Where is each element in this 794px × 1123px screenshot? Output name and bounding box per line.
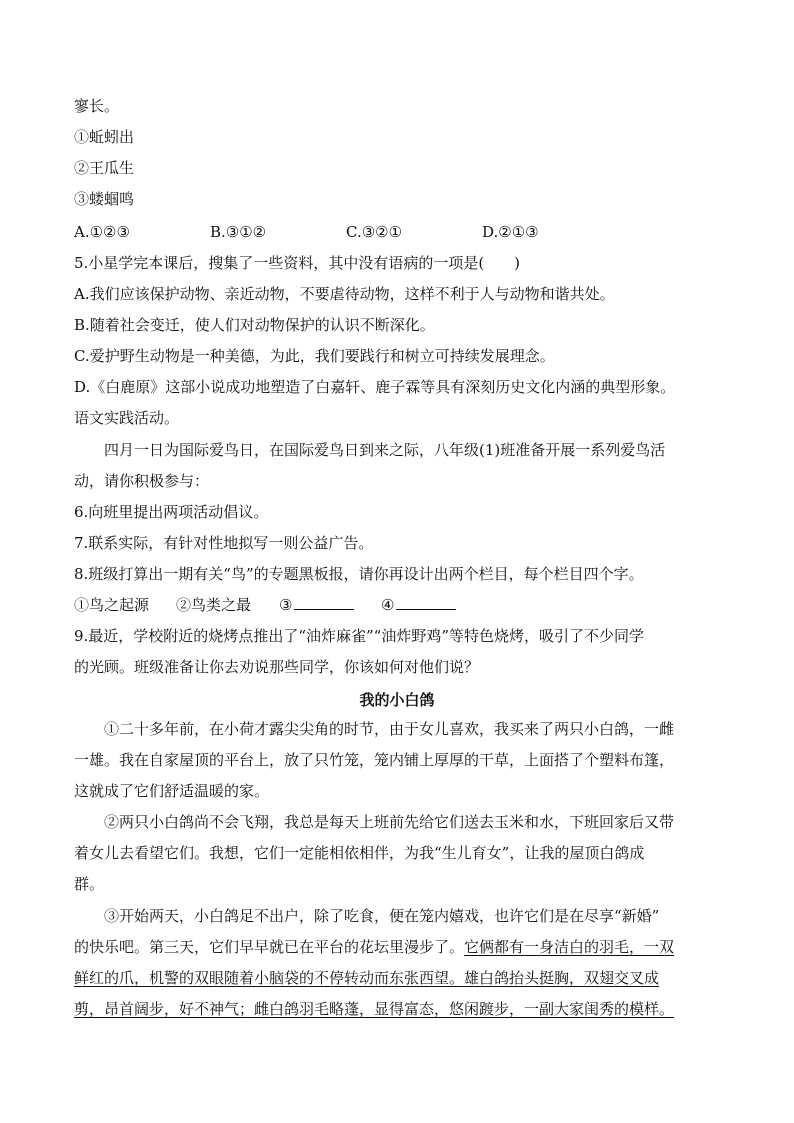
option-d: D.②①③	[482, 223, 539, 241]
intro-line: 动，请你积极参与：	[74, 472, 210, 490]
question-9: 的光顾。班级准备让你去劝说那些同学，你该如何对他们说？	[74, 658, 480, 676]
question-5-option-a: A.我们应该保护动物、亲近动物，不要虐待动物，这样不利于人与动物和谐共处。	[74, 285, 615, 303]
option-a: A.①②③	[74, 223, 130, 241]
intro-line: 四月一日为国际爱鸟日，在国际爱鸟日到来之际，八年级(1)班准备开展一系列爱鸟活	[104, 441, 666, 459]
answer-options	[74, 222, 539, 242]
section-heading: 语文实践活动。	[74, 409, 180, 427]
underlined-text: 鲜红的爪，机警的双眼随着小脑袋的不停转动而东张西望。雄白鸽抬头挺胸，双翅交叉成	[74, 969, 660, 987]
underlined-text: 剪，昂首阔步，好不神气；雌白鸽羽毛略蓬，显得富态，悠闲踱步，一副大家闺秀的模样。	[74, 1000, 675, 1018]
paragraph-line: ①二十多年前，在小荷才露尖尖角的时节，由于女儿喜欢，我买来了两只小白鸽，一雌	[104, 720, 675, 738]
story-title: 我的小白鸽	[359, 691, 435, 709]
column-options	[74, 595, 456, 615]
paragraph-line: 这就成了它们舒适温暖的家。	[74, 782, 270, 800]
question-9: 9.最近，学校附近的烧烤点推出了“油炸麻雀”“油炸野鸡”等特色烧烤，吸引了不少同学	[74, 627, 644, 645]
option-b: B.③①②	[210, 223, 267, 241]
paragraph-line: ③开始两天，小白鸽足不出户，除了吃食，便在笼内嬉戏，也许它们是在尽享“新婚”	[104, 907, 660, 925]
option-c: C.③②①	[346, 223, 403, 241]
text-line: 寥长。	[74, 97, 120, 115]
option-item: ②王瓜生	[74, 159, 135, 177]
option-item: ①蚯蚓出	[74, 128, 135, 146]
column-1: ①鸟之起源	[74, 596, 150, 614]
question-8: 8.班级打算出一期有关“鸟”的专题黑板报，请你再设计出两个栏目，每个栏目四个字。	[74, 565, 644, 583]
question-5-option-d: D.《白鹿原》这部小说成功地塑造了白嘉轩、鹿子霖等具有深刻历史文化内涵的典型形象。	[74, 378, 676, 396]
question-5: 5.小星学完本课后，搜集了一些资料，其中没有语病的一项是( )	[74, 254, 521, 272]
question-7: 7.联系实际，有针对性地拟写一则公益广告。	[74, 534, 374, 552]
question-5-option-c: C.爱护野生动物是一种美德，为此，我们要践行和树立可持续发展理念。	[74, 347, 555, 365]
blank-line	[294, 595, 354, 610]
underlined-text: 它俩都有一身洁白的羽毛，一双	[464, 938, 675, 956]
column-4: ④	[381, 595, 456, 615]
question-5-option-b: B.随着社会变迁，使人们对动物保护的认识不断深化。	[74, 316, 435, 334]
column-3: ③	[279, 595, 381, 615]
paragraph-line: 的快乐吧。第三天，它们早早就已在平台的花坛里漫步了。它俩都有一身洁白的羽毛，一双	[74, 938, 675, 956]
column-2: ②鸟类之最	[176, 596, 252, 614]
question-6: 6.向班里提出两项活动倡议。	[74, 503, 269, 521]
blank-line	[396, 595, 456, 610]
option-item: ③蝼蝈鸣	[74, 190, 135, 208]
paragraph-line: 着女儿去看望它们。我想，它们一定能相依相伴，为我“生儿育女”，让我的屋顶白鸽成	[74, 844, 645, 862]
paragraph-line: 群。	[74, 875, 105, 893]
paragraph-line: ②两只小白鸽尚不会飞翔，我总是每天上班前先给它们送去玉米和水，下班回家后又带	[104, 813, 675, 831]
paragraph-line: 一雄。我在自家屋顶的平台上，放了只竹笼，笼内铺上厚厚的干草，上面搭了个塑料布篷，	[74, 751, 675, 769]
